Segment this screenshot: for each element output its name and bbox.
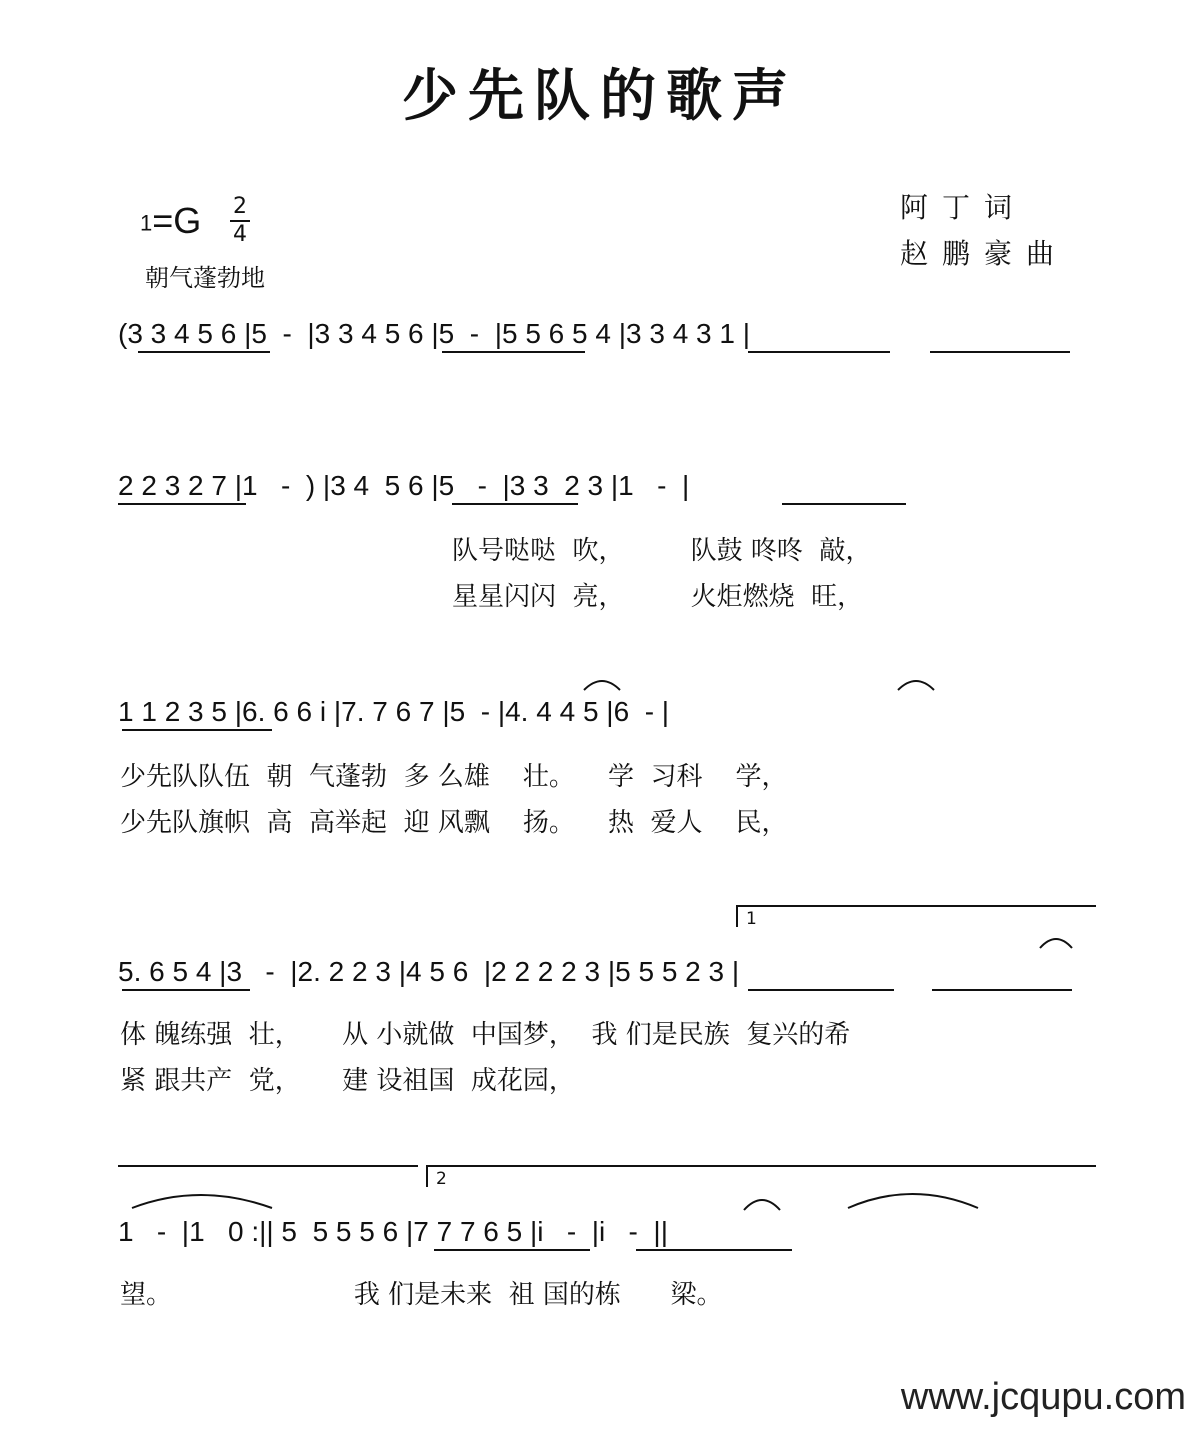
lyric-line-2b: 星星闪闪 亮， 火炬燃烧 旺， — [452, 582, 864, 612]
lyric-line-4a: 体 魄练强 壮， 从 小就做 中国梦， 我 们是民族 复兴的希 — [120, 1020, 851, 1050]
slur-mark — [848, 1194, 978, 1208]
notation-line-5: 1 - |1 0 :|| 5 5 5 5 6 |7 7 7 6 5 |i - |i - || — [118, 1216, 668, 1247]
notation-line-2: 2 2 3 2 7 |1 - ) |3 4 5 6 |5 - |3 3 2 3 |1 - | — [118, 470, 690, 501]
notation-line-4: 5. 6 5 4 |3 - |2. 2 2 3 |4 5 6 |2 2 2 2 3 |5 5 5 2 3 | — [118, 956, 740, 987]
key-signature: 1=G — [140, 200, 202, 241]
notation-line-1: (3 3 4 5 6 |5 - |3 3 4 5 6 |5 - |5 5 6 5 4 |3 3 4 3 1 | — [118, 318, 751, 349]
lyric-line-3a: 少先队队伍 朝 气蓬勃 多 么雄 壮。 学 习科 学， — [120, 762, 788, 792]
slur-mark — [584, 681, 620, 690]
time-signature: 2 4 — [230, 194, 250, 248]
watermark-text: www.jcqupu.com — [900, 1376, 1186, 1418]
lyric-line-3b: 少先队旗帜 高 高举起 迎 风飘 扬。 热 爱人 民， — [120, 808, 788, 838]
slur-mark — [1040, 939, 1072, 948]
lyric-line-2a: 队号哒哒 吹， 队鼓 咚咚 敲， — [452, 536, 872, 566]
first-ending-bracket: 1 — [736, 905, 1096, 927]
tempo-marking: 朝气蓬勃地 — [145, 264, 265, 292]
second-ending-bracket: 2 — [426, 1165, 1096, 1187]
lyric-line-5a: 望。 我 们是未来 祖 国的栋 梁。 — [120, 1280, 723, 1310]
notation-line-3: 1 1 2 3 5 |6. 6 6 i |7. 7 6 7 |5 - |4. 4 4 5 |6 - | — [118, 696, 670, 727]
slur-mark — [132, 1195, 272, 1208]
lyric-line-4b: 紧 跟共产 党， 建 设祖国 成花园， — [120, 1066, 575, 1096]
song-title: 少先队的歌声 — [402, 63, 798, 129]
slur-mark — [898, 681, 934, 690]
lyricist-credit: 阿丁词 — [900, 191, 1027, 224]
slur-mark — [744, 1200, 780, 1210]
composer-credit: 赵鹏豪曲 — [900, 237, 1069, 270]
